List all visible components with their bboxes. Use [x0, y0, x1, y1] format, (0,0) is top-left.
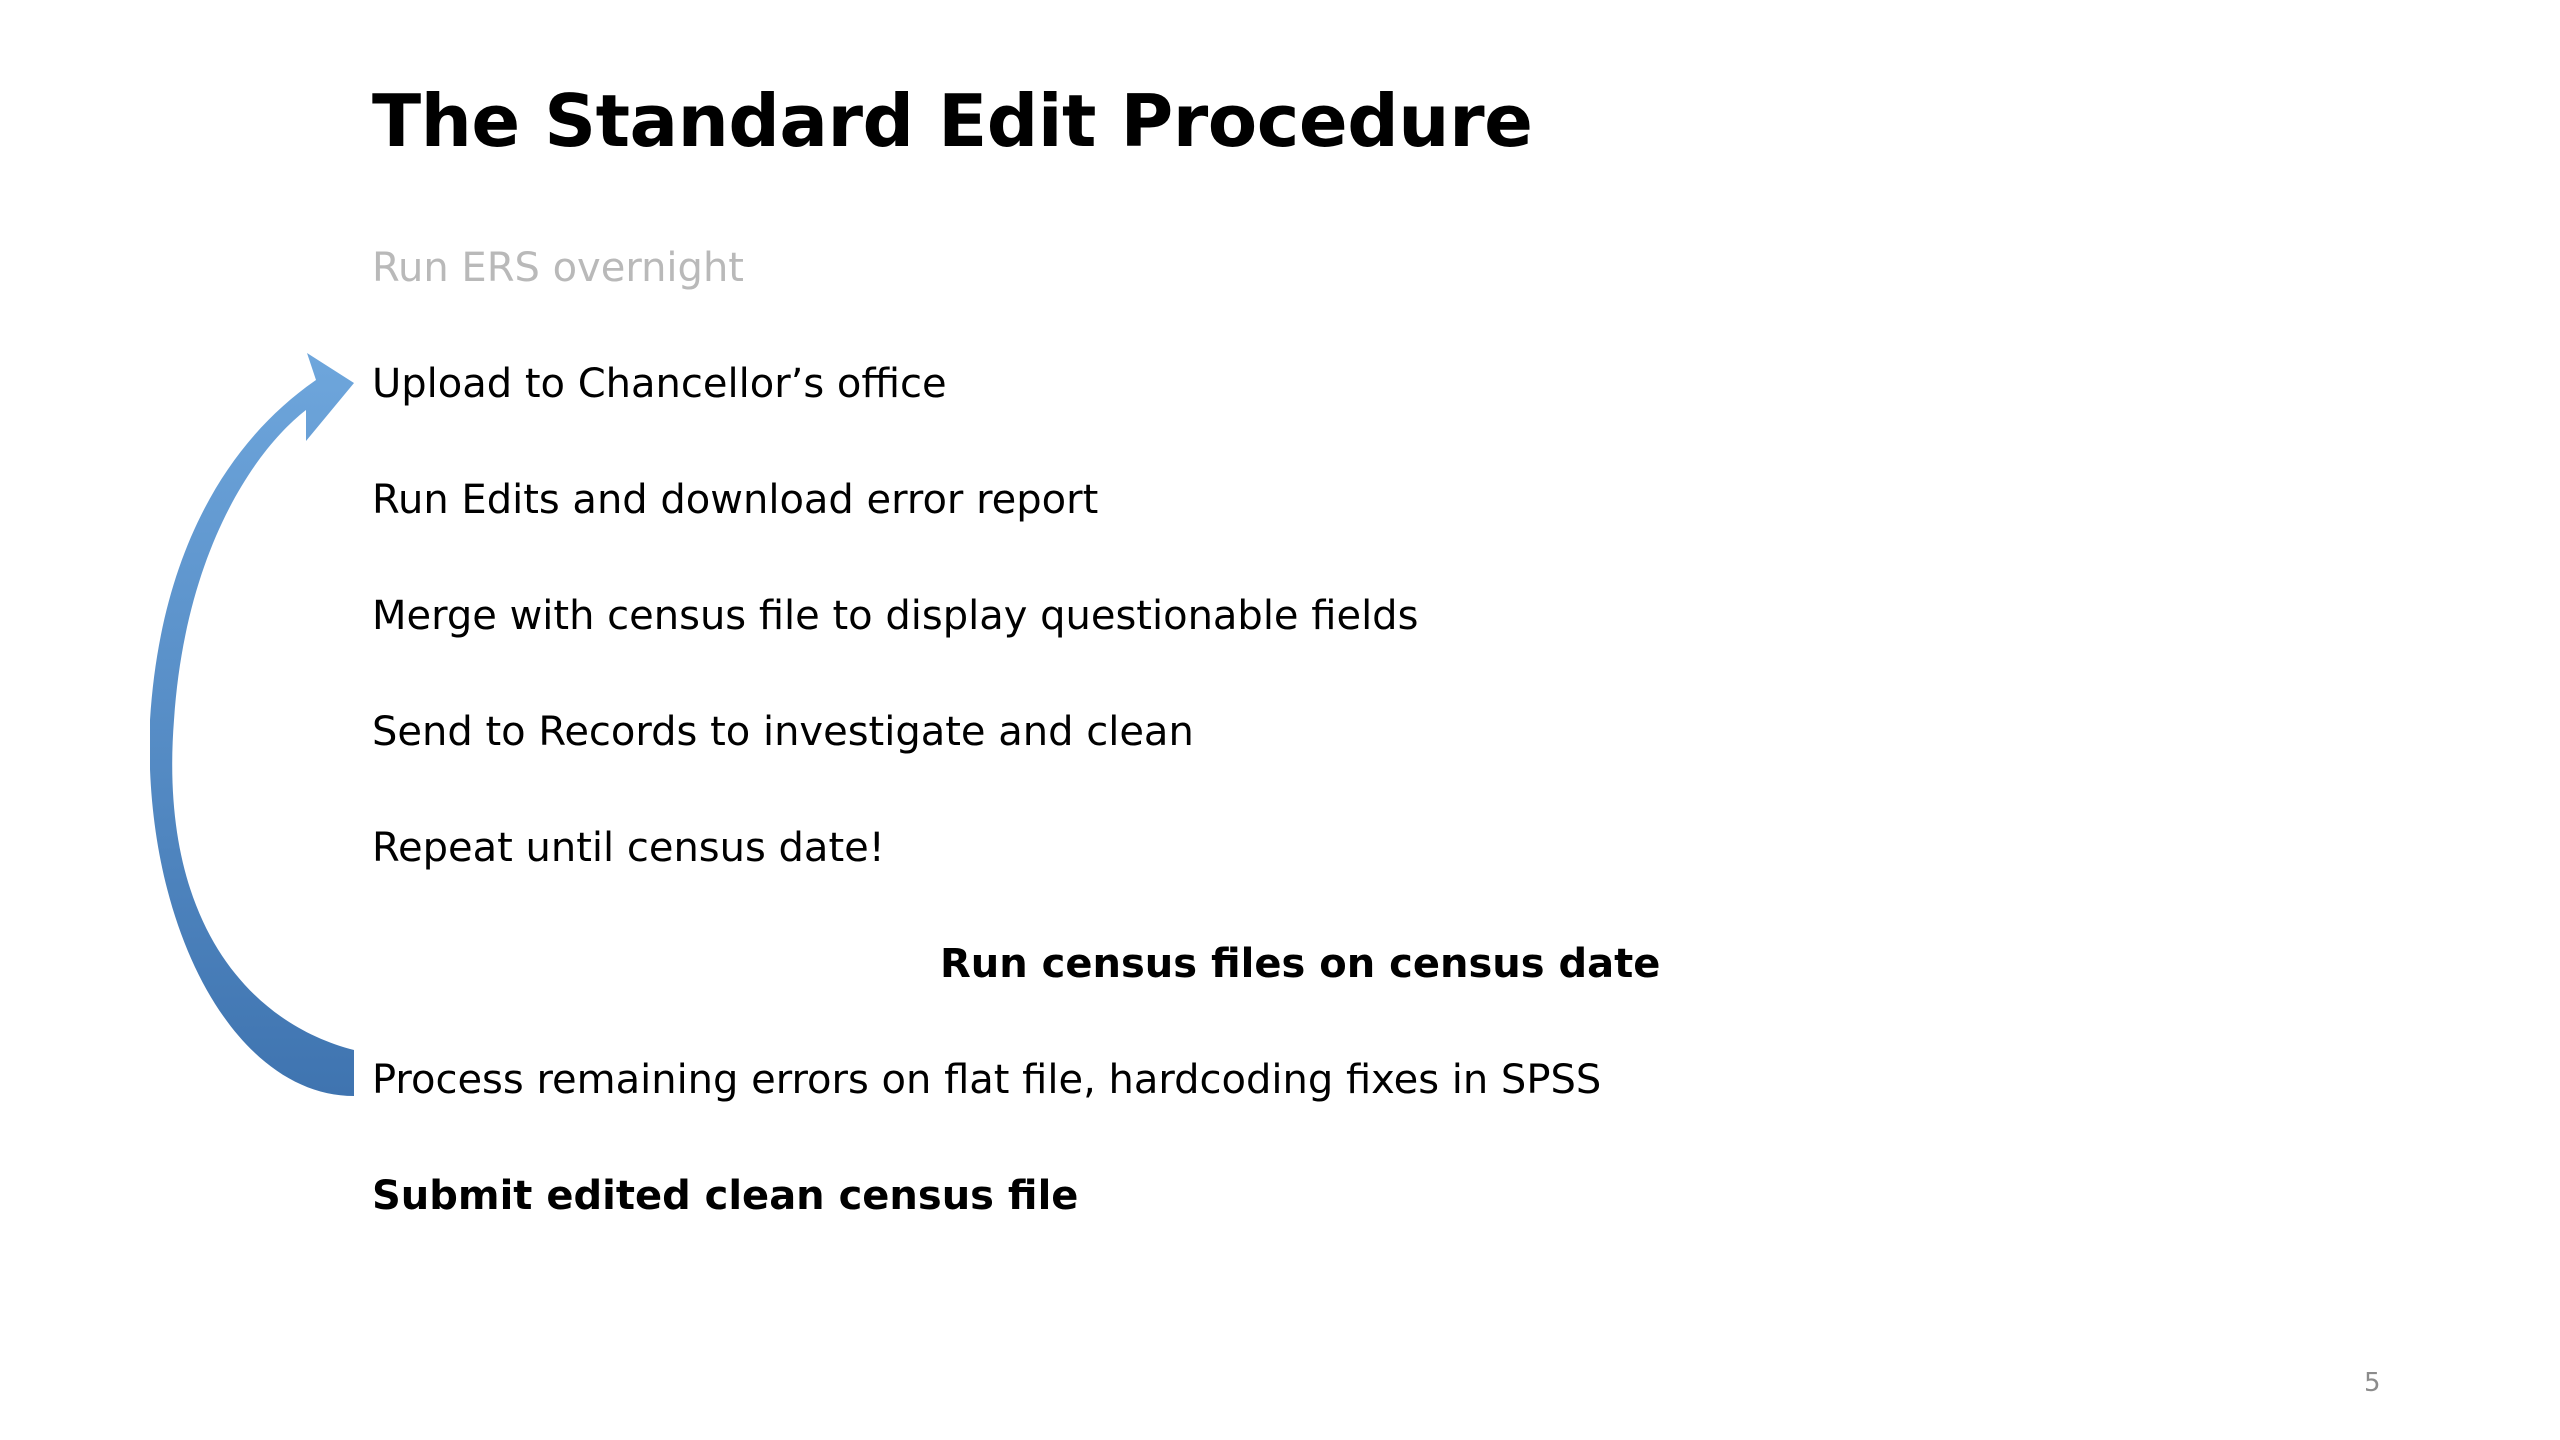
step-repeat-until-census-date: Repeat until census date! [372, 825, 885, 871]
step-run-ers-overnight: Run ERS overnight [372, 245, 744, 291]
step-merge-with-census-file: Merge with census file to display questionable fields [372, 593, 1419, 639]
step-run-census-files: Run census files on census date [940, 941, 1661, 987]
step-upload-to-chancellors-office: Upload to Chancellor’s office [372, 361, 947, 407]
slide-title: The Standard Edit Procedure [372, 79, 1533, 163]
step-run-edits: Run Edits and download error report [372, 477, 1099, 523]
step-submit-clean-census-file: Submit edited clean census file [372, 1173, 1079, 1219]
slide-number: 5 [2364, 1368, 2381, 1398]
step-send-to-records: Send to Records to investigate and clean [372, 709, 1194, 755]
step-process-remaining-errors: Process remaining errors on flat file, hardcoding fixes in SPSS [372, 1057, 1602, 1103]
curved-loop-arrow-icon [150, 340, 370, 1130]
